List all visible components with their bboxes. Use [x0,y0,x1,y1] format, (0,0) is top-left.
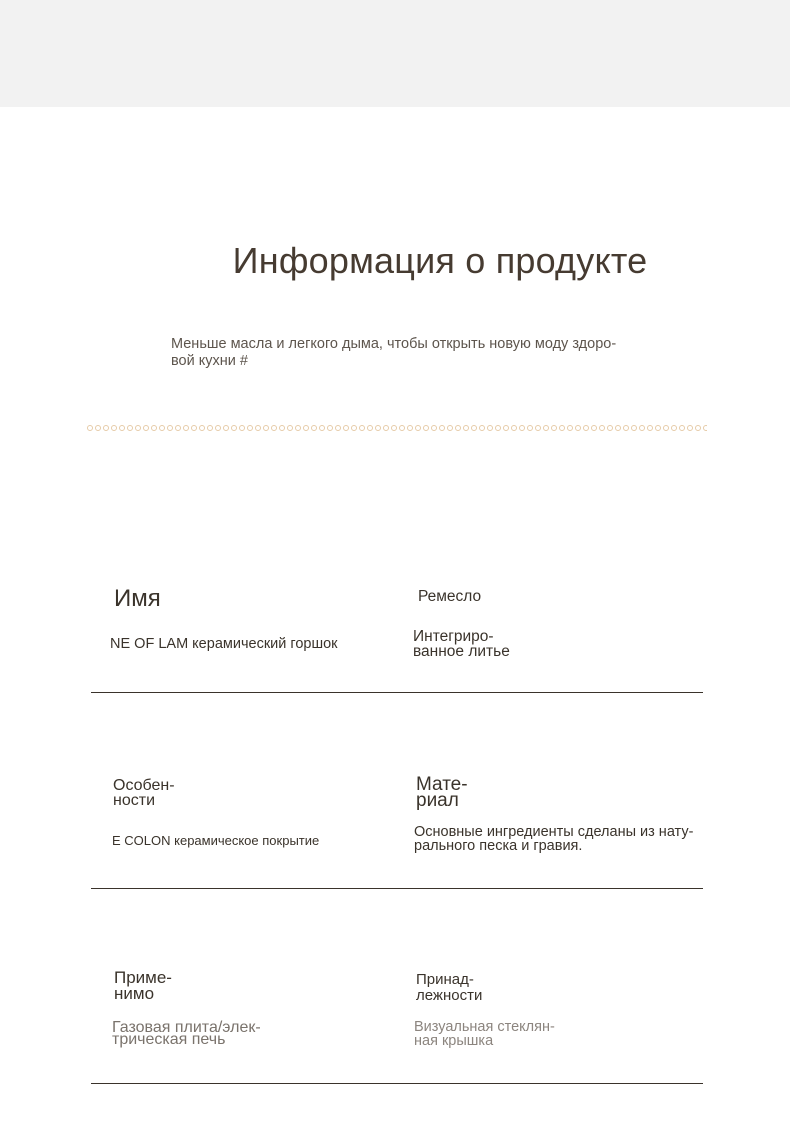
subtitle-line-2: вой кухни # [171,353,248,369]
divider-dot [575,425,581,431]
spec-label-material [416,774,468,811]
divider-dot [207,425,213,431]
divider-dot [103,425,109,431]
divider-dot [127,425,133,431]
divider-dot [447,425,453,431]
divider-dot [407,425,413,431]
divider-dot [335,425,341,431]
top-banner-band [0,0,790,107]
spec-value-material-line-1: Основные ингредиенты сделаны из нату- [414,824,694,840]
spec-label-material-line-1: Мате- [416,774,468,795]
spec-label-features-line-1: Особен- [113,777,175,794]
spec-label-applicable [114,970,172,1003]
divider-dot [247,425,253,431]
divider-dot [359,425,365,431]
spec-label-accessories-line-1: Принад- [416,971,474,988]
divider-dot [543,425,549,431]
row-divider [91,692,703,693]
spec-value-material [414,826,709,854]
spec-value-accessories-line-2: ная крышка [414,1032,494,1049]
divider-dot [271,425,277,431]
divider-dot [111,425,117,431]
divider-dot [199,425,205,431]
divider-dot [383,425,389,431]
spec-value-name: NE OF LAM керамический горшок [110,636,338,652]
divider-dot [551,425,557,431]
spec-value-material-line-2: рального песка и гравия. [414,837,583,854]
divider-dot [559,425,565,431]
spec-value-applicable-line-2: трическая печь [112,1031,226,1049]
divider-dot [423,425,429,431]
divider-dot [479,425,485,431]
divider-dot [495,425,501,431]
divider-dot [311,425,317,431]
divider-dot [263,425,269,431]
spec-value-craft [413,629,510,659]
divider-dot [287,425,293,431]
divider-dot [367,425,373,431]
divider-dot [343,425,349,431]
divider-dot [503,425,509,431]
spec-value-applicable-line-1: Газовая плита/элек- [112,1019,261,1036]
divider-dot [687,425,693,431]
spec-label-craft: Ремесло [418,588,482,605]
row-divider [91,888,703,889]
spec-label-accessories-line-2: лежности [416,986,483,1004]
divider-dot [95,425,101,431]
spec-label-features [113,778,175,809]
divider-dot [615,425,621,431]
divider-dot [135,425,141,431]
divider-dot [87,425,93,431]
divider-dot [639,425,645,431]
divider-dot [143,425,149,431]
divider-dot [655,425,661,431]
spec-value-features: E COLON керамическое покрытие [112,833,320,848]
spec-label-features-line-2: ности [113,792,155,810]
page-subtitle [171,336,641,370]
divider-dot [223,425,229,431]
divider-dot [215,425,221,431]
divider-dot [159,425,165,431]
spec-value-craft-line-2: ванное литье [413,643,510,661]
divider-dot [191,425,197,431]
divider-dot [303,425,309,431]
divider-dot [175,425,181,431]
spec-value-craft-line-1: Интегриро- [413,628,494,645]
spec-label-material-line-2: риал [416,789,459,811]
divider-dot [671,425,677,431]
divider-dot [623,425,629,431]
divider-dot [527,425,533,431]
subtitle-line-1: Меньше масла и легкого дыма, чтобы открыть новую моду здоро- [171,336,617,352]
divider-dot [647,425,653,431]
divider-dot [415,425,421,431]
divider-dot [471,425,477,431]
divider-dot [439,425,445,431]
divider-dot [519,425,525,431]
divider-dot [663,425,669,431]
divider-dot [431,425,437,431]
divider-dot [567,425,573,431]
divider-dot [255,425,261,431]
divider-dot [151,425,157,431]
row-divider [91,1083,703,1084]
divider-dot [183,425,189,431]
divider-dot [239,425,245,431]
divider-dot [167,425,173,431]
divider-dot [351,425,357,431]
divider-dot [319,425,325,431]
divider-dot [455,425,461,431]
divider-dot [327,425,333,431]
divider-dot [599,425,605,431]
divider-dot [391,425,397,431]
divider-dot [607,425,613,431]
divider-dot [631,425,637,431]
spec-label-name: Имя [114,585,161,612]
spec-value-accessories [414,1021,555,1049]
divider-dot [679,425,685,431]
spec-value-applicable [112,1019,261,1049]
spec-label-applicable-line-1: Приме- [114,968,172,987]
divider-dot [279,425,285,431]
divider-dot [591,425,597,431]
spec-value-accessories-line-1: Визуальная стеклян- [414,1019,555,1035]
dotted-divider [87,425,707,435]
divider-dot [703,425,707,431]
divider-dot [487,425,493,431]
divider-dot [463,425,469,431]
divider-dot [399,425,405,431]
divider-dot [231,425,237,431]
page-title: Информация о продукте [232,240,648,281]
spec-label-applicable-line-2: нимо [114,984,155,1004]
divider-dot [583,425,589,431]
divider-dot [511,425,517,431]
divider-dot [119,425,125,431]
divider-dot [695,425,701,431]
divider-dot [295,425,301,431]
divider-dot [375,425,381,431]
divider-dot [535,425,541,431]
spec-label-accessories [416,972,482,1004]
